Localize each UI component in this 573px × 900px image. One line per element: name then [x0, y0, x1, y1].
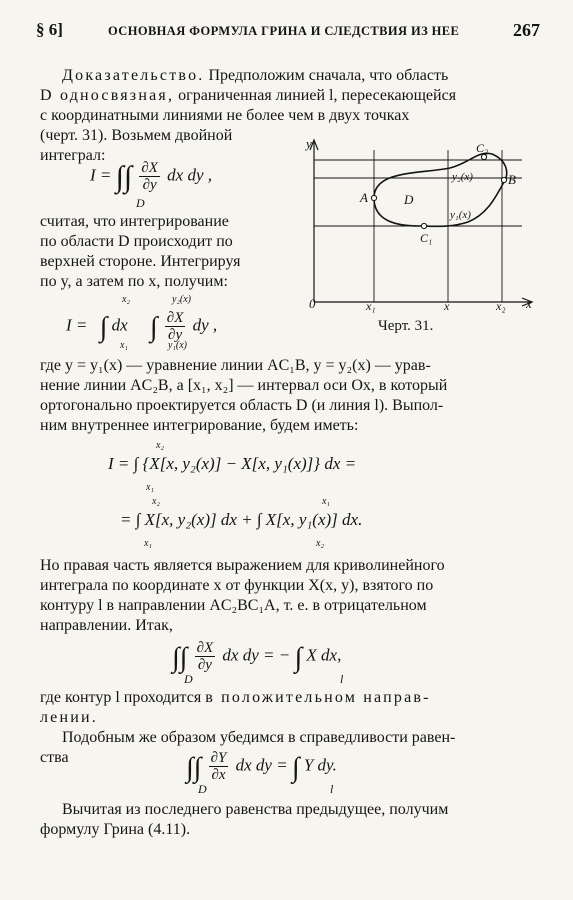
fraction [165, 310, 186, 343]
integral-sign: ∫ [294, 642, 303, 674]
integral-sign: ∫∫ [186, 752, 202, 784]
label-C2: C₂ [476, 141, 489, 155]
integral-upper-limit: x₂ [156, 440, 164, 451]
integral-sign: ∫∫ [115, 160, 133, 194]
label-C1: C₁ [420, 231, 433, 245]
text-line: интеграла по координате x от функции X(x, y), взятого по [40, 577, 434, 594]
text-line: (черт. 31). Возьмем двойной [40, 127, 233, 144]
emphasis-text: лении. [40, 709, 98, 726]
running-title: ОСНОВНАЯ ФОРМУЛА ГРИНА И СЛЕДСТВИЯ ИЗ НЕЕ [108, 24, 460, 38]
text-line: Вычитая из последнего равенства предыдущее, получим [62, 801, 449, 818]
integral-upper-limit: x₂ [152, 496, 160, 507]
integral-sign: ∫ [99, 312, 108, 344]
text-line: формулу Грина (4.11). [40, 821, 191, 838]
proof-heading: Доказательство. [62, 67, 205, 84]
equation-inner-integration: I = ∫ {X[x, y₂(x)] − X[x, y₁(x)]} dx = [108, 454, 357, 473]
integral-sign: ∫ [149, 312, 158, 344]
fraction-denominator: ∂y [168, 327, 183, 343]
integral-lower-limit: y₁(x) [168, 340, 188, 351]
tick-label-x2: x₂ [496, 299, 506, 313]
eq-mid: dx dy = [235, 755, 288, 775]
point-A [371, 195, 376, 200]
text-line: ним внутреннее интегрирование, будем иметь: [40, 417, 359, 434]
label-A: A [360, 190, 368, 205]
integral-lower-limit: l [330, 782, 334, 796]
equation-split-integrals: = ∫ X[x, y₂(x)] dx + ∫ X[x, y₁(x)] dx. [120, 510, 363, 529]
equation-double-integral [90, 160, 212, 194]
point-C1 [421, 223, 426, 228]
integral-lower-limit: l [340, 672, 344, 686]
fraction [139, 160, 160, 193]
text-line: ства [40, 749, 69, 766]
integral-lower-limit: D [184, 672, 193, 686]
text-line: ортогонально проектируется область D (и линия l). Выпол- [40, 397, 444, 414]
tick-label-x: x [444, 299, 450, 313]
text-line [40, 86, 536, 106]
point-C2 [481, 154, 486, 159]
integral-upper-limit: x₂ [122, 294, 130, 305]
text-line: где y = y₁(x) — уравнение линии AC₁B, y = y₂(x) — урав- [40, 357, 431, 374]
axis-label-x: x [526, 296, 532, 311]
integral-lower-limit: D [136, 196, 145, 210]
text-line: направлении. Итак, [40, 617, 173, 634]
origin-label: 0 [309, 296, 316, 311]
fraction-numerator: ∂X [196, 640, 214, 656]
fraction-numerator: ∂Y [210, 750, 227, 766]
integral-lower-limit: D [198, 782, 207, 796]
integral-lower-limit: x₁ [146, 482, 154, 493]
eq-tail: dx dy , [167, 165, 212, 185]
fraction [209, 750, 229, 783]
fraction [195, 640, 216, 673]
emphasis-text: D односвязная, [40, 87, 175, 104]
text-line: Подобным же образом убедимся в справедливости равен- [62, 729, 456, 746]
text-line: с координатными линиями не более чем в двух точках [40, 107, 410, 124]
section-number: § 6] [36, 20, 63, 39]
integral-upper-limit: y₂(x) [172, 294, 192, 305]
eq-lhs: I = [66, 315, 88, 335]
eq-tail: Y dy. [303, 755, 337, 775]
page-number: 267 [513, 20, 540, 40]
text-line [62, 66, 558, 86]
integral-sign: ∫ [291, 752, 300, 784]
text-line: контуру l в направлении AC₂BC₁A, т. е. в отрицательном [40, 597, 427, 614]
label-y2: y₂(x) [452, 171, 473, 183]
text-span: ограниченная линией l, пересекающейся [174, 87, 457, 104]
axis-label-y: y [306, 136, 312, 151]
text-line [40, 708, 536, 728]
equation-curvilinear-x [172, 640, 341, 674]
integral-lower-limit: x₁ [120, 340, 128, 351]
label-D: D [404, 192, 414, 207]
fraction-denominator: ∂x [211, 767, 226, 783]
integral-lower-limit: x₂ [316, 538, 324, 549]
running-header [36, 20, 540, 46]
text-span: Предположим сначала, что область [204, 67, 449, 84]
eq-mid: dx [111, 315, 128, 335]
integral-upper-limit: x₁ [322, 496, 330, 507]
text-line: нение линии AC₂B, а [x₁, x₂] — интервал оси Ox, в который [40, 377, 448, 394]
figure-31 [300, 130, 540, 340]
equation-curvilinear-y [186, 750, 337, 784]
label-B: B [508, 172, 516, 187]
fraction-numerator: ∂X [166, 310, 184, 326]
label-y1: y₁(x) [450, 209, 471, 221]
eq-tail: dy , [192, 315, 218, 335]
integral-lower-limit: x₁ [144, 538, 152, 549]
eq-lhs: I = [90, 165, 112, 185]
text-span: где контур l проходится [40, 689, 206, 706]
text-line: считая, что интегрирование [40, 213, 229, 230]
point-B [501, 177, 506, 182]
equation-iterated-integral [66, 310, 217, 344]
fraction-numerator: ∂X [141, 160, 158, 176]
tick-label-x1: x₁ [366, 299, 376, 313]
integral-sign: ∫∫ [172, 642, 188, 674]
text-line: по области D происходит по [40, 233, 233, 250]
emphasis-text: в положительном направ- [205, 689, 431, 706]
text-line: верхней стороне. Интегрируя [40, 253, 241, 270]
fraction-denominator: ∂y [142, 177, 157, 193]
figure-caption: Черт. 31. [378, 318, 434, 334]
contour-l [374, 153, 507, 226]
eq-mid: dx dy = − [222, 645, 291, 665]
text-line [40, 688, 536, 708]
eq-tail: X dx, [306, 645, 342, 665]
text-line: интеграл: [40, 147, 106, 164]
fraction-denominator: ∂y [197, 657, 212, 673]
text-line: по y, а затем по x, получим: [40, 273, 228, 290]
text-line: Но правая часть является выражением для криволинейного [40, 557, 445, 574]
